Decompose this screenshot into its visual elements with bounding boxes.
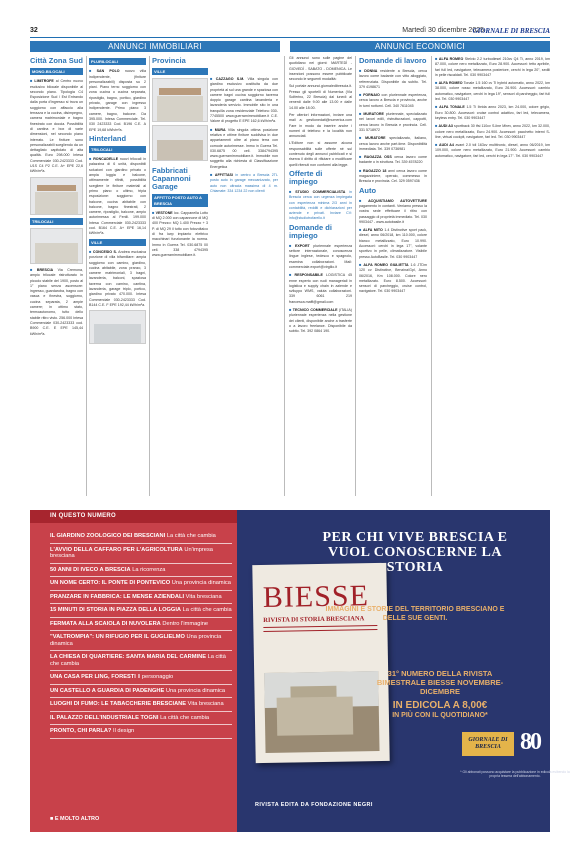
price: IN EDICOLA A 8,00€ xyxy=(392,700,488,711)
bullet-icon: ■ xyxy=(289,242,294,248)
section-economici: ANNUNCI ECONOMICI xyxy=(290,41,550,52)
issue-info: 31° NUMERO DELLA RIVISTA BIMESTRALE BIESSE NOVEMBRE-DICEMBRE xyxy=(376,669,504,696)
bullet-icon: ■ xyxy=(359,261,363,267)
listing-muratore-2: ■MURATORE specializzato, italiano, cerca lavoro anche part-time. Disponibilità immediata. Tel. 339 0736981 xyxy=(359,135,427,151)
contents-panel xyxy=(30,510,237,832)
column-divider xyxy=(86,56,87,496)
listing-oss: ■RAGAZZA OSS cerca lavoro come badante o in struttura. Tel. 339 4578220 xyxy=(359,154,427,165)
contents-tag: IN QUESTO NUMERO xyxy=(30,510,237,523)
column-lavoro xyxy=(359,56,427,297)
bullet-icon: ■ xyxy=(289,272,294,278)
header-rule xyxy=(30,37,550,38)
bullet-icon: ■ xyxy=(210,126,214,132)
column-info xyxy=(289,56,352,336)
listing-vestone: ■VESTONE loc. Cappanella Lotto di MQ 2.000 con capannone di MQ 400 Prezzo: MQ 1.400 Prezzo + 3 P. di MQ 29 il tutto con fotovoltaico di fra kwp impianto elettrico macchinari funzionante la norma. Immo in Guerra Tel. 030.6875 00 cell. 338 4794395 www.guerramimmobiliare.it. xyxy=(152,209,209,258)
price-note: IN PIÙ CON IL QUOTIDIANO* xyxy=(392,712,488,719)
contents-item: FERMATA ALLA SCAIOLA DI NUVOLERA Dentro l'immagine xyxy=(50,618,232,632)
info-portal: Sul portale annunci.giornaledibrescia.it. Presso gli sportelli di Numerica (Via Solferino, 22 Brescia) dal lunedì al venerdì dalle 9.00 alle 13.00 e dalle 14.00 alle 18.00. xyxy=(289,84,352,110)
contents-item: UN CASTELLO A GUARDIA DI PADENGHE Una provincia dinamica xyxy=(50,685,232,699)
heading-offerte: Offerte di impiego xyxy=(289,168,323,186)
column-divider xyxy=(284,56,285,496)
subhead-mono: MONO-BILOCALI xyxy=(30,68,83,75)
contents-item: 50 ANNI DI IVECO A BRESCIA La ricorrenza xyxy=(50,564,232,578)
contents-item: UNA CASA PER LING, FORESTI Il personaggio xyxy=(50,671,232,685)
listing-alfa-mito: ■ALFA MITO 1.4 Distinctive sport pack, diesel, anno 06/2018, km 110.000, colore bianco metallizzato, Euro 10.990. Accessori: cerchi in lega 17", volante sportivo in pelle, climatizzatore. Visibile presso AutoBasile. Tel. 030 9903447 xyxy=(359,227,428,259)
heading-fabbricati: Fabbricati Capannoni Garage xyxy=(152,166,191,192)
contents-list xyxy=(50,530,232,739)
listing-stelvio: ■ALFA ROMEO Stelvio 2.2 turbodiesel 210cv Q4 Ti, anno 2019, km 87.000, colore nero metallizzato, Euro 28.900. Accessori: tetto apribile, fari full led, navigatore, telecamera posteriore, cerchi in lega 20", sedili in pelle riscaldati. Tel. 030 9903447 xyxy=(435,56,551,77)
promo-slogan: PER CHI VIVE BRESCIA E VUOL CONOSCERNE LA STORIA xyxy=(322,530,508,575)
listing-muratore: ■MURATORE pluriennale, specializzato nei lavori edili, ristrutturazioni, cappotti, cerca lavoro in Brescia e provincia. Cell. 331 5718972 xyxy=(359,111,428,132)
listing-tecnico: ■TECNICO COMMERCIALE (ITALIA) pluriennale esperienza nella gestione dei clienti, disponibile anche a trasferte o a lavoro freelance. Disponibile da subito. Tel. 392 0864 190. xyxy=(289,306,352,334)
promo-panel xyxy=(237,510,570,832)
listing-roncadelle: ■RONCADELLE nuovi trilocali in palazzina di 6 unità, disponibili soluzioni con giardino privato o ampia loggia e balcone, ottimamente rifiniti, possibilità scegliere le finiture materiali al primo piano o ultimo, tripla esposizione: soggiorno con balcone, cucina abitabile con balcone, bagno finestrati, 2 camere, ripostiglio, balcone, ampio autorimessa al Fenili. 199.000 Intesa Commerciale 030-2423333 cod. B164 C.E. A+ EPE 16,14 kWh/m²a. xyxy=(89,156,147,236)
section-immobiliari: ANNUNCI IMMOBILIARI xyxy=(30,41,280,52)
magazine-rule xyxy=(263,625,377,632)
column-plurilocali xyxy=(89,56,146,347)
heading-domande-lavoro: Domande di lavoro xyxy=(359,56,427,65)
bullet-icon: ■ xyxy=(152,209,155,215)
bullet-icon: ■ xyxy=(359,167,363,173)
publisher-credit: RIVISTA EDITA DA FONDAZIONE NEGRI xyxy=(255,802,373,808)
contents-item: L'AVVIO DELLA CAFFARO PER L'AGRICOLTURA Un'impresa bresciana xyxy=(50,544,232,564)
listing-donna: ■DONNA residente a Brescia, cerca lavoro come badante con vitto alloggiato, referenziata. Disponibile da subito. Tel. 379 4198671 xyxy=(359,68,427,89)
listing-export: ■EXPORT pluriennale esperienza settore internazionale, conoscenza lingue inglese, tedesco e spagnolo, esamina collaborazioni. Mail: commerciale.export@virgilio.it xyxy=(289,242,353,269)
listing-ragazzo: ■RAGAZZO 18 anni cerca lavoro come magazziniere, operaio, commesso in Brescia e provincia. Cel. 329 0597436 xyxy=(359,167,427,184)
subscriber-note: * Gli abbonati possono acquistare la pubblicazione in edicola esibendo la propria tessera dell'abbonamento. xyxy=(460,770,570,779)
gdb-logo: GIORNALE DI BRESCIA xyxy=(462,732,514,756)
bullet-icon: ■ xyxy=(30,266,36,272)
contents-more: ■ E MOLTO ALTRO xyxy=(50,816,100,822)
issue-date: Martedì 30 dicembre 2025 xyxy=(402,27,484,34)
bullet-icon: ■ xyxy=(359,92,363,98)
bullet-icon: ■ xyxy=(435,56,438,61)
contents-item: IL GIARDINO ZOOLOGICO DEI BRESCIANI La città che cambia xyxy=(50,530,232,544)
listing-photo xyxy=(152,78,208,122)
bullet-icon: ■ xyxy=(359,135,365,141)
bullet-icon: ■ xyxy=(359,227,362,233)
biesse-advertisement xyxy=(30,510,570,832)
listing-photo xyxy=(30,177,83,215)
listing-photo xyxy=(89,310,146,344)
bullet-icon: ■ xyxy=(435,104,439,110)
magazine-cover xyxy=(252,563,389,763)
bullet-icon: ■ xyxy=(435,142,439,148)
page-number: 32 xyxy=(30,27,38,34)
magazine-title: BIESSE xyxy=(262,579,370,615)
subhead-affitto: AFFITTO POSTO AUTO A BRESCIA xyxy=(152,194,208,207)
bullet-icon: ■ xyxy=(359,154,364,160)
listing-cazzago: ■CAZZAGO S.M. Villa singola con giardino esclusivo costituita da due proprietà al sul una grande e spaziosa con camere bagni cucina soggiorno taverna doppio garage cantina lavanderia e lavanderia servizio. Immobile sito in una tranquilla zona residenziale Telefono 030-7745500 www.guerramimmobiliare.it C.E. Valore di progetto E EPE 162,6 kWh/m²a. xyxy=(210,76,279,124)
bullet-icon: ■ xyxy=(359,68,364,73)
listing-affittasi: ■AFFITTASI in centro a Brescia 2TL posto auto in garage meccanizzato, per auto non ultracia massima di 4 m. Chiamate: 334 1234 22 non clienti xyxy=(210,172,278,193)
listing-audi-a4: ■AUDI A4 avant 2.0 tdi 163cv multitronic, diesel, anno 06/2019, km 109.000, colore nero metallizzato, Euro 21.900. Accessori: cambio automatico, navigatore, fari led, cerchi in lega 17". Tel. 030 9903447 xyxy=(435,142,551,158)
bullet-icon: ■ xyxy=(359,197,368,203)
bullet-icon: ■ xyxy=(289,188,295,194)
subhead-plurilocali: PLURILOCALI xyxy=(89,58,146,65)
listing-brescia: ■BRESCIA Via Cremona, ampio trilocale ristrutturato in piccolo stabile del 1900, posto al 1° piano senza ascensore: ingresso, guardaroba, bagno con vasca e finestra, soggiorno, cucina separata, 2 ampie camere; in ottimo stato, termoautonomo, tutto dello stabile ritiro visto. 256.000 Intesa Commerciale 030-2423333 cod. B900 C.E. E EPE 145,44 kWh/m²a. xyxy=(30,266,83,336)
listing-acquistiamo: ■ACQUISTIAMO AUTOVETTURE pagamento in contanti. Veniamo presso la vostra sede effettuare il ritiro con passaggio di proprietà immediato. Tel. 030 9903447 - www.autobasile.it xyxy=(359,197,428,224)
listing-mura: ■MURA Villa singola ottima posizione relativa e ottime finiture suddivisa in due appartamenti oltre al piano terra con comode autorimesse. Immo in Guerra Tel. 030.6875 00 cell. 3384794395 www.guerramimmobiliare.it. Immobile non soggetto alla richiesta di Classificazione Energetica xyxy=(210,126,278,169)
column-divider xyxy=(149,56,150,496)
bullet-icon: ■ xyxy=(30,78,34,84)
listing-limitrofe: ■LIMITROFE al Centro nuovo esclusivo bilocale disponibile al secondo piano. Tipologia C4 Esposizione Sud / Est Entrando dalla porta d'ingresso si trova un soggiorno con affaccio alla terrazza e la cucina, disimpegno, camera matrimoniale e bagno finestrato con doccia. Possibilità di cantina e box di varie dimensioni, nel secondo piano interrato. Le finiture sono personalizzabili scegliendo da un dettagliato capitolato di alta qualità. Euro 298.000 Intesa Commerciale 030-2423333 Cod. U1S C4 P2 C.E. A+ EPE 22,6 kWh/m²a. xyxy=(30,78,84,174)
heading-provincia: Provincia xyxy=(152,56,186,65)
info-disclaimer: L'Editore non si assume alcuna responsabilità sulle offerte né sul contenuto degli annunci pubblicati e si riserva il diritto di rifiutare o modificare quelli ritenuti non conformi alla legge. xyxy=(289,141,352,167)
contents-item: "VALTROMPIA": UN RIFUGIO PER IL GUGLIELMO Una provincia dinamica xyxy=(50,631,232,651)
contents-item: IL PALAZZO DELL'INDUSTRIALE TOGNI La città che cambia xyxy=(50,712,232,726)
bullet-icon: ■ xyxy=(289,306,292,312)
listing-logistica: ■RESPONSABILE LOGISTICA 45 enne esperto con ruoli manageriali in logistica e supply chain in aziende e sviluppo WMS, valuta collaborazioni. 339 6061 219 francesca.maffi@gmail.com xyxy=(289,272,353,304)
listing-concesio: ■CONCESIO S. Andrea esclusiva porzione di villa bifamiliare: ampia soggiorno con camino, giardino, cucina abitabile, zona pranzo, 3 camere matrimoniali, 3 bagni, lavanderia, balconi, spaziosa taverna con camino, cantina, lavanderia, garage triplo, portico, giardino privato 470.000. Intesa Commerciale 030-2423333 Cod. B144 C.E. F EPE 192,44 kWh/m²a. xyxy=(89,248,146,307)
bullet-icon: ■ xyxy=(435,123,438,129)
listing-studio: ■STUDIO COMMERCIALISTA in Brescia cerca con urgenza impiegata con esperienza minima 2/3 anni in contabilità, redditi e dichiarazioni per aziende e privati. Inviare CV: info@studiotrofarello.it xyxy=(289,188,353,221)
bullet-icon: ■ xyxy=(210,172,214,178)
magazine-photo xyxy=(264,671,379,753)
listing-fornaio: ■FORNAIO con pluriennale esperienza, cerca lavoro a Brescia e provincia, anche in turni notturni. Cell. 340 7611045 xyxy=(359,92,428,108)
listing-audi-a3: ■AUDI A3 sportback 30 tfsi 110cv S-line Mhev, anno 2022, km 32.000, colore nero metallizzato, Euro 24.900. Accessori: pacchetto interni S-line, virtual cockpit, navigatore, fari led. Tel. 030 9903447 xyxy=(435,123,550,139)
subhead-trilocali: TRILOCALI xyxy=(89,146,146,153)
listing-photo xyxy=(152,125,208,161)
heading-auto: Auto xyxy=(359,185,377,195)
listing-san-polo: ■SAN POLO nuovo villa indipendente, (finiture personalizzabili) disposta su 2 piani. Piano terra: soggiorno con zona cucina o cucina separata, ripostiglio, bagno, portico, giardino privato, garage con ingresso indipendente. Primo piano: 3 camere, bagno, balcone. Da 395.000. Intesa Commerciale. Tel. 030 2423333 Cod. B196 C.E. A EPE 19,68 kWh/m²a. xyxy=(89,68,146,132)
column-divider xyxy=(355,56,356,496)
listing-photo xyxy=(30,228,83,264)
contents-item: UN NOME CERTO: IL PONTE DI PONTEVICO Una provincia dinamica xyxy=(50,577,232,591)
column-provincia xyxy=(152,56,208,261)
contents-item: LA CHIESA DI QUARTIERE: SANTA MARIA DEL CARMINE La città che cambia xyxy=(50,651,232,671)
listing-tonale-2: ■ALFA TONALE 1.5 Ti Ibrida anno 2023, km 24.000, colore grigio, Euro 30.800. Accessori: cruise control adattivo, fari led, telecamera, keyless entry. Tel. 030 9903447 xyxy=(435,104,550,120)
bullet-icon: ■ xyxy=(89,248,92,254)
bullet-icon: ■ xyxy=(210,76,215,81)
bullet-icon: ■ xyxy=(89,68,96,74)
info-mail: Per ulteriori informazioni, inviare una mail a: gestionedati@numerica.com Fare in modo da inserire anche i numeri di telefono e la località non annunciati. xyxy=(289,112,352,139)
subhead-ville: VILLE xyxy=(152,68,208,75)
contents-item: PRANZARE IN FABBRICA: LE MENSE AZIENDALI Vita bresciana xyxy=(50,591,232,605)
publication-name: GIORNALE DI BRESCIA xyxy=(472,27,550,35)
contents-item: 15 MINUTI DI STORIA IN PIAZZA DELLA LOGGIA La città che cambia xyxy=(50,604,232,618)
bullet-icon: ■ xyxy=(435,80,438,86)
heading-hinterland: Hinterland xyxy=(89,133,127,143)
column-citta xyxy=(30,56,83,339)
info-days: Gli annunci sono sulle pagine del quotidiano nei giorni: MARTEDÌ - GIOVEDÌ - SABATO - DOMENICA. Le inserzioni possono essere pubblicate secondo le seguenti modalità: xyxy=(289,56,352,82)
heading-citta: Città Zona Sud xyxy=(30,56,83,65)
subhead-ville: VILLE xyxy=(89,239,146,246)
bullet-icon: ■ xyxy=(359,111,363,117)
contents-item: PRONTO, CHI PARLA? Il design xyxy=(50,725,232,739)
anniversary-logo: 80 xyxy=(520,729,540,755)
bullet-icon: ■ xyxy=(89,156,93,162)
column-divider xyxy=(431,56,432,496)
contents-item: LUOGHI DI FUMO: LE TABACCHERIE BRESCIANE Vita bresciana xyxy=(50,698,232,712)
listing-tonale: ■ALFA ROMEO Tonale 1.5 160 cv Ti hybrid automatic, anno 2022, km 38.000, colore rosso metallizzato, Euro 26.900. Accessori: cambio automatico, navigatore, cerchi in lega 19", sensori di parcheggio, fari full led. Tel. 030 9903447 xyxy=(435,80,550,102)
column-provincia-text xyxy=(210,56,278,196)
promo-subtitle: IMMAGINI E STORIE DEL TERRITORIO BRESCIANO E DELLE SUE GENTI. xyxy=(325,606,505,622)
column-auto xyxy=(435,56,550,161)
page-header xyxy=(30,27,550,37)
listing-giulietta: ■ALFA ROMEO GIULIETTA 1.6 JTDm 120 cv Distinctive, Benzina/Gpl, Anno 06/2016, Km 108.000. Colore nero metallizzato. Euro 8.500. Accessori: sensori di parcheggio, cruise control, navigatore. Tel. 030 9903447 xyxy=(359,261,428,294)
promo-offer xyxy=(370,669,510,720)
subhead-trilocali: TRILOCALI xyxy=(30,218,83,225)
heading-domande-impiego: Domande di impiego xyxy=(289,222,332,240)
magazine-subtitle: RIVISTA DI STORIA BRESCIANA xyxy=(263,615,365,625)
